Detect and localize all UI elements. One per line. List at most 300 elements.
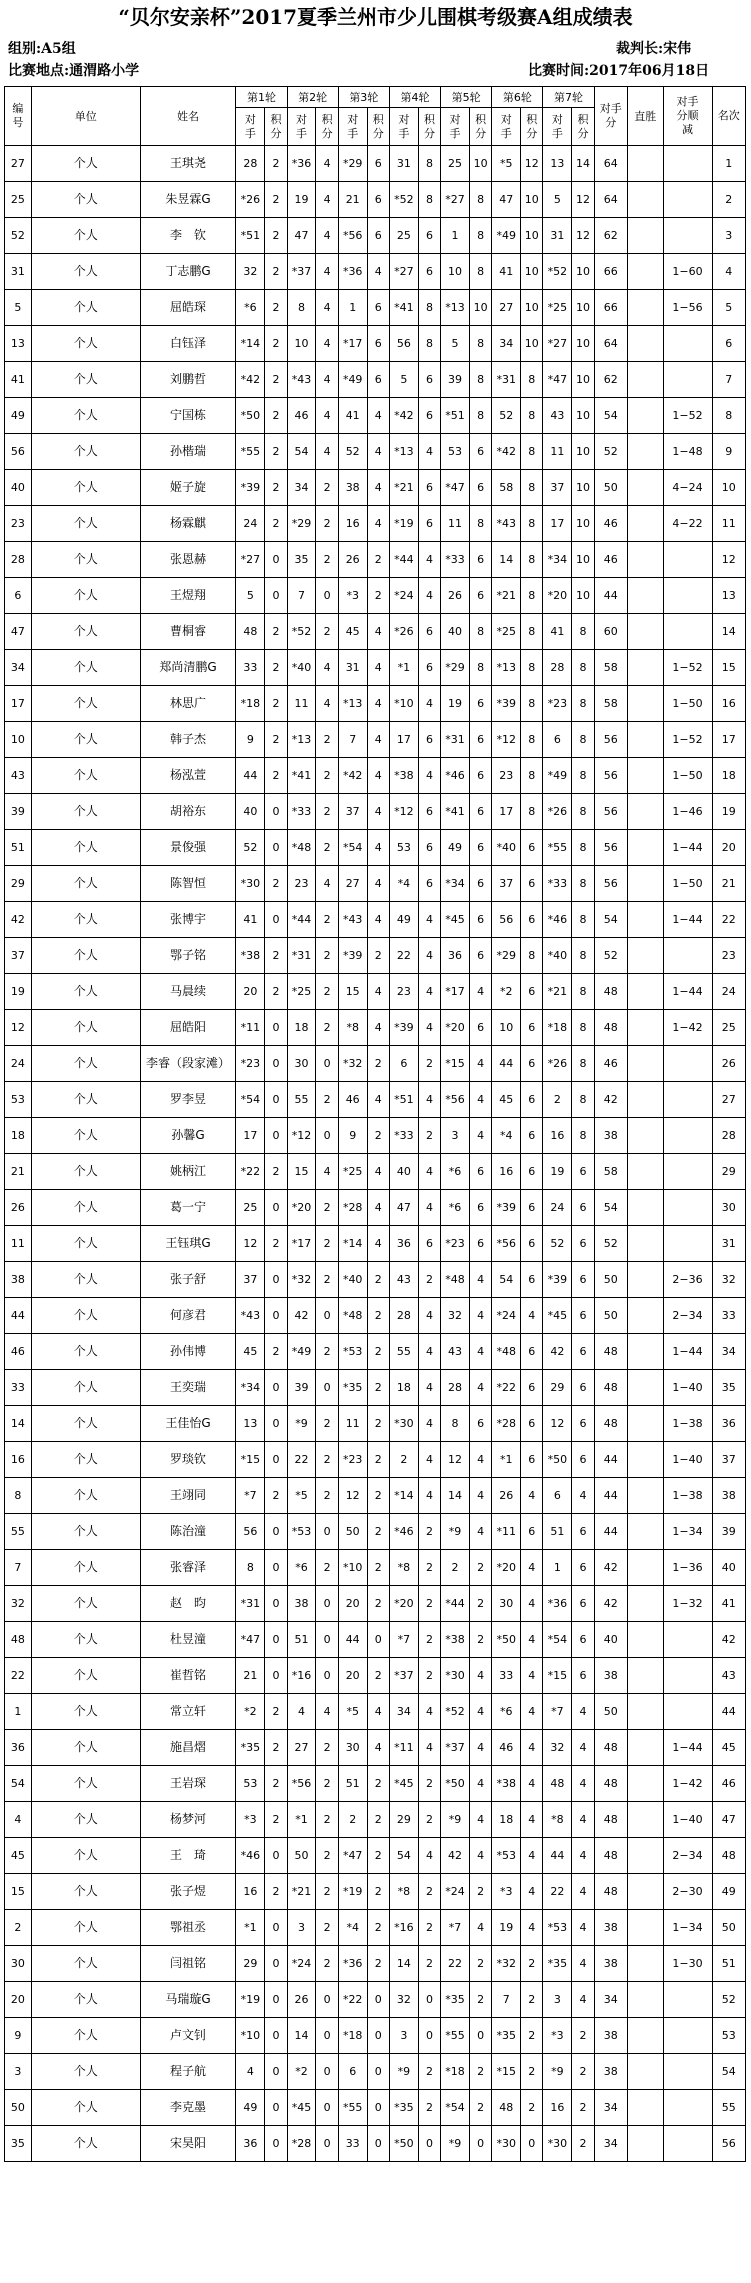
- player-name: 崔哲铭: [140, 1658, 236, 1694]
- round-opponent: *20: [543, 578, 572, 614]
- round-opponent: 14: [389, 1946, 418, 1982]
- round-points: 0: [418, 2126, 440, 2162]
- round-points: 6: [470, 758, 492, 794]
- direct-win: [627, 1946, 663, 1982]
- direct-win: [627, 1478, 663, 1514]
- opponent-score: 38: [594, 2018, 627, 2054]
- opponent-score: 48: [594, 1802, 627, 1838]
- table-row: [5, 1694, 746, 1730]
- opponent-score: 64: [594, 326, 627, 362]
- player-number: 18: [5, 1118, 32, 1154]
- round-opponent: *51: [441, 398, 470, 434]
- player-unit: 个人: [31, 1082, 140, 1118]
- round-points: 6: [521, 1406, 543, 1442]
- opponent-score: 48: [594, 1010, 627, 1046]
- round-opponent: 24: [236, 506, 265, 542]
- round-opponent: 31: [389, 146, 418, 182]
- round-points: 2: [265, 974, 287, 1010]
- round-opponent: 10: [492, 1010, 521, 1046]
- round-opponent: 25: [441, 146, 470, 182]
- round-opponent: *48: [492, 1334, 521, 1370]
- round-points: 2: [367, 1478, 389, 1514]
- round-points: 2: [418, 1586, 440, 1622]
- player-number: 44: [5, 1298, 32, 1334]
- round-points: 0: [316, 1622, 338, 1658]
- round-opponent: 48: [492, 2090, 521, 2126]
- player-number: 35: [5, 2126, 32, 2162]
- round-opponent: *31: [236, 1586, 265, 1622]
- round-points: 4: [521, 1766, 543, 1802]
- round-opponent: *12: [287, 1118, 316, 1154]
- round-opponent: 3: [287, 1910, 316, 1946]
- direct-win: [627, 1982, 663, 2018]
- round-opponent: 49: [441, 830, 470, 866]
- round-opponent: 38: [287, 1586, 316, 1622]
- round-opponent: *47: [236, 1622, 265, 1658]
- round-points: 0: [316, 578, 338, 614]
- rank: 16: [712, 686, 745, 722]
- opponent-score-desc: 1−60: [663, 254, 712, 290]
- round-points: 2: [265, 1730, 287, 1766]
- direct-win: [627, 1154, 663, 1190]
- round-opponent: *25: [287, 974, 316, 1010]
- table-row: [5, 1946, 746, 1982]
- direct-win: [627, 578, 663, 614]
- opponent-score-desc: [663, 1226, 712, 1262]
- opponent-score-desc: [663, 2090, 712, 2126]
- rank: 30: [712, 1190, 745, 1226]
- table-row: [5, 2090, 746, 2126]
- round-points: 6: [521, 1190, 543, 1226]
- round-points: 2: [367, 1406, 389, 1442]
- round-opponent: *40: [492, 830, 521, 866]
- player-unit: 个人: [31, 1478, 140, 1514]
- round-points: 6: [418, 1226, 440, 1262]
- round-points: 0: [265, 1550, 287, 1586]
- table-row: [5, 938, 746, 974]
- round-opponent: *44: [287, 902, 316, 938]
- player-number: 40: [5, 470, 32, 506]
- round-points: 0: [316, 1370, 338, 1406]
- round-points: 4: [418, 974, 440, 1010]
- player-unit: 个人: [31, 1370, 140, 1406]
- round-opponent: 34: [287, 470, 316, 506]
- round-opponent: 8: [441, 1406, 470, 1442]
- round-opponent: *28: [492, 1406, 521, 1442]
- round-points: 2: [265, 326, 287, 362]
- player-name: 李 钦: [140, 218, 236, 254]
- player-number: 13: [5, 326, 32, 362]
- round-points: 2: [367, 1586, 389, 1622]
- opponent-score: 38: [594, 2054, 627, 2090]
- round-points: 6: [521, 1370, 543, 1406]
- direct-win: [627, 794, 663, 830]
- round-points: 6: [572, 1334, 594, 1370]
- opponent-score-desc: [663, 1658, 712, 1694]
- round-points: 2: [316, 1874, 338, 1910]
- round-points: 2: [367, 1910, 389, 1946]
- player-unit: 个人: [31, 2090, 140, 2126]
- round-opponent: *15: [236, 1442, 265, 1478]
- round-opponent: *21: [287, 1874, 316, 1910]
- round-points: 0: [316, 2018, 338, 2054]
- round-opponent: *42: [389, 398, 418, 434]
- round-points: 2: [316, 1406, 338, 1442]
- round-opponent: 31: [543, 218, 572, 254]
- rank: 41: [712, 1586, 745, 1622]
- round-opponent: *36: [338, 1946, 367, 1982]
- direct-win: [627, 434, 663, 470]
- round-points: 0: [316, 1514, 338, 1550]
- round-opponent: *13: [441, 290, 470, 326]
- player-name: 刘鹏哲: [140, 362, 236, 398]
- round-opponent: *25: [543, 290, 572, 326]
- round-points: 6: [572, 1586, 594, 1622]
- round-points: 0: [367, 1622, 389, 1658]
- player-unit: 个人: [31, 938, 140, 974]
- round-opponent: *2: [236, 1694, 265, 1730]
- rank: 39: [712, 1514, 745, 1550]
- round-points: 2: [265, 182, 287, 218]
- round-opponent: *15: [492, 2054, 521, 2090]
- direct-win: [627, 1082, 663, 1118]
- player-number: 50: [5, 2090, 32, 2126]
- round-opponent: *29: [492, 938, 521, 974]
- round-opponent: *45: [441, 902, 470, 938]
- round-opponent: *27: [543, 326, 572, 362]
- round-points: 4: [316, 146, 338, 182]
- round-points: 10: [521, 326, 543, 362]
- player-name: 杨泓萱: [140, 758, 236, 794]
- player-name: 葛一宁: [140, 1190, 236, 1226]
- player-number: 32: [5, 1586, 32, 1622]
- round-opponent: 26: [492, 1478, 521, 1514]
- round-opponent: *37: [287, 254, 316, 290]
- round-points: 2: [265, 686, 287, 722]
- round-opponent: 28: [236, 146, 265, 182]
- rank: 22: [712, 902, 745, 938]
- round-opponent: 26: [338, 542, 367, 578]
- round-opponent: *6: [492, 1694, 521, 1730]
- rank: 37: [712, 1442, 745, 1478]
- round-points: 4: [470, 1766, 492, 1802]
- direct-win: [627, 470, 663, 506]
- round-opponent: 54: [389, 1838, 418, 1874]
- round-opponent: *39: [492, 686, 521, 722]
- round-points: 6: [572, 1226, 594, 1262]
- round-opponent: 49: [389, 902, 418, 938]
- round-opponent: *24: [287, 1946, 316, 1982]
- round-points: 8: [572, 1010, 594, 1046]
- opponent-score: 42: [594, 1550, 627, 1586]
- round-points: 4: [418, 1406, 440, 1442]
- player-unit: 个人: [31, 218, 140, 254]
- player-unit: 个人: [31, 1298, 140, 1334]
- round-points: 2: [367, 1514, 389, 1550]
- opponent-score-desc: 1−50: [663, 758, 712, 794]
- round-points: 4: [418, 938, 440, 974]
- opponent-score: 50: [594, 1298, 627, 1334]
- round-opponent: 9: [236, 722, 265, 758]
- round-points: 4: [418, 578, 440, 614]
- col-header-round: 第7轮: [543, 87, 594, 108]
- round-points: 8: [418, 326, 440, 362]
- round-opponent: *50: [441, 1766, 470, 1802]
- round-points: 6: [572, 1550, 594, 1586]
- round-opponent: *19: [236, 1982, 265, 2018]
- opponent-score: 34: [594, 2126, 627, 2162]
- opponent-score: 52: [594, 434, 627, 470]
- round-opponent: 5: [236, 578, 265, 614]
- player-name: 白钰泽: [140, 326, 236, 362]
- round-points: 2: [572, 2054, 594, 2090]
- round-opponent: 11: [338, 1406, 367, 1442]
- round-opponent: *4: [492, 1118, 521, 1154]
- round-opponent: 10: [287, 326, 316, 362]
- round-opponent: 39: [441, 362, 470, 398]
- round-opponent: *6: [236, 290, 265, 326]
- round-opponent: *29: [287, 506, 316, 542]
- round-opponent: *35: [389, 2090, 418, 2126]
- round-opponent: *38: [492, 1766, 521, 1802]
- round-opponent: 19: [492, 1910, 521, 1946]
- round-opponent: 40: [236, 794, 265, 830]
- direct-win: [627, 686, 663, 722]
- round-points: 2: [316, 1910, 338, 1946]
- round-opponent: *35: [236, 1730, 265, 1766]
- col-header-opp: 对手: [441, 108, 470, 146]
- player-number: 12: [5, 1010, 32, 1046]
- table-row: [5, 686, 746, 722]
- round-opponent: 36: [389, 1226, 418, 1262]
- opponent-score-desc: 1−46: [663, 794, 712, 830]
- round-points: 2: [470, 1586, 492, 1622]
- round-points: 2: [316, 1010, 338, 1046]
- round-opponent: *30: [492, 2126, 521, 2162]
- round-opponent: *33: [389, 1118, 418, 1154]
- round-points: 2: [316, 506, 338, 542]
- table-row: [5, 1586, 746, 1622]
- round-opponent: 56: [492, 902, 521, 938]
- opponent-score: 48: [594, 974, 627, 1010]
- round-opponent: 20: [338, 1586, 367, 1622]
- rank: 34: [712, 1334, 745, 1370]
- player-unit: 个人: [31, 866, 140, 902]
- rank: 7: [712, 362, 745, 398]
- player-name: 胡裕东: [140, 794, 236, 830]
- round-points: 6: [521, 1262, 543, 1298]
- player-unit: 个人: [31, 146, 140, 182]
- round-points: 2: [418, 1874, 440, 1910]
- round-opponent: 2: [441, 1550, 470, 1586]
- round-points: 2: [265, 1154, 287, 1190]
- date-label: 比赛时间:2017年06月18日: [528, 63, 710, 79]
- player-number: 14: [5, 1406, 32, 1442]
- round-opponent: *9: [543, 2054, 572, 2090]
- opponent-score-desc: 1−34: [663, 1514, 712, 1550]
- round-opponent: 43: [389, 1262, 418, 1298]
- player-number: 27: [5, 146, 32, 182]
- round-opponent: *3: [543, 2018, 572, 2054]
- player-number: 19: [5, 974, 32, 1010]
- opponent-score-desc: [663, 1622, 712, 1658]
- round-points: 2: [265, 614, 287, 650]
- page-title: “贝尔安亲杯”2017夏季兰州市少儿围棋考级赛A组成绩表: [118, 5, 633, 29]
- round-opponent: *49: [287, 1334, 316, 1370]
- round-points: 6: [470, 1154, 492, 1190]
- player-number: 17: [5, 686, 32, 722]
- round-opponent: *7: [236, 1478, 265, 1514]
- round-points: 0: [265, 1442, 287, 1478]
- round-opponent: *50: [389, 2126, 418, 2162]
- table-row: [5, 1334, 746, 1370]
- round-opponent: 37: [338, 794, 367, 830]
- round-points: 2: [418, 1622, 440, 1658]
- round-opponent: 2: [543, 1082, 572, 1118]
- round-points: 8: [521, 794, 543, 830]
- round-opponent: 16: [543, 1118, 572, 1154]
- opponent-score: 56: [594, 794, 627, 830]
- player-name: 卢文钊: [140, 2018, 236, 2054]
- round-opponent: 7: [287, 578, 316, 614]
- round-points: 8: [521, 506, 543, 542]
- round-points: 2: [367, 1370, 389, 1406]
- player-name: 鄂祖丞: [140, 1910, 236, 1946]
- round-points: 8: [470, 254, 492, 290]
- round-opponent: *43: [338, 902, 367, 938]
- player-name: 孙伟博: [140, 1334, 236, 1370]
- round-opponent: *47: [543, 362, 572, 398]
- round-opponent: 47: [492, 182, 521, 218]
- round-opponent: *2: [287, 2054, 316, 2090]
- col-header-round: 第4轮: [389, 87, 440, 108]
- round-opponent: *46: [543, 902, 572, 938]
- table-row: [5, 146, 746, 182]
- rank: 8: [712, 398, 745, 434]
- table-row: [5, 1874, 746, 1910]
- player-unit: 个人: [31, 686, 140, 722]
- round-opponent: *20: [492, 1550, 521, 1586]
- direct-win: [627, 542, 663, 578]
- rank: 53: [712, 2018, 745, 2054]
- direct-win: [627, 1442, 663, 1478]
- table-row: [5, 1802, 746, 1838]
- rank: 6: [712, 326, 745, 362]
- round-points: 2: [367, 1262, 389, 1298]
- round-points: 6: [521, 1082, 543, 1118]
- round-points: 8: [572, 794, 594, 830]
- round-opponent: *37: [441, 1730, 470, 1766]
- round-opponent: *1: [236, 1910, 265, 1946]
- round-points: 2: [418, 1118, 440, 1154]
- rank: 9: [712, 434, 745, 470]
- opponent-score: 58: [594, 1154, 627, 1190]
- round-points: 8: [521, 578, 543, 614]
- round-points: 6: [418, 506, 440, 542]
- round-points: 2: [265, 722, 287, 758]
- player-unit: 个人: [31, 506, 140, 542]
- table-row: [5, 1226, 746, 1262]
- opponent-score: 38: [594, 1658, 627, 1694]
- direct-win: [627, 1118, 663, 1154]
- player-name: 罗李昱: [140, 1082, 236, 1118]
- opponent-score-desc: 1−50: [663, 866, 712, 902]
- round-points: 6: [521, 1442, 543, 1478]
- player-unit: 个人: [31, 2018, 140, 2054]
- round-points: 6: [367, 182, 389, 218]
- round-points: 8: [418, 182, 440, 218]
- round-opponent: *7: [441, 1910, 470, 1946]
- round-points: 2: [367, 1874, 389, 1910]
- round-points: 6: [572, 1406, 594, 1442]
- col-header-opp: 对手: [389, 108, 418, 146]
- round-opponent: 12: [338, 1478, 367, 1514]
- round-points: 6: [521, 830, 543, 866]
- table-row: [5, 182, 746, 218]
- round-opponent: 38: [338, 470, 367, 506]
- round-opponent: 6: [543, 1478, 572, 1514]
- round-points: 8: [521, 434, 543, 470]
- round-opponent: 13: [543, 146, 572, 182]
- opponent-score: 54: [594, 1190, 627, 1226]
- round-points: 4: [470, 1334, 492, 1370]
- player-unit: 个人: [31, 1118, 140, 1154]
- round-opponent: *22: [236, 1154, 265, 1190]
- round-opponent: 12: [441, 1442, 470, 1478]
- round-opponent: 22: [287, 1442, 316, 1478]
- round-points: 2: [367, 1658, 389, 1694]
- opponent-score-desc: [663, 938, 712, 974]
- table-row: [5, 1910, 746, 1946]
- round-points: 4: [316, 326, 338, 362]
- round-opponent: *13: [287, 722, 316, 758]
- player-name: 韩子杰: [140, 722, 236, 758]
- player-unit: 个人: [31, 1730, 140, 1766]
- round-points: 2: [367, 542, 389, 578]
- opponent-score: 50: [594, 470, 627, 506]
- player-name: 陈治潼: [140, 1514, 236, 1550]
- round-points: 6: [521, 1010, 543, 1046]
- direct-win: [627, 218, 663, 254]
- round-points: 2: [572, 2090, 594, 2126]
- player-name: 罗琰钦: [140, 1442, 236, 1478]
- round-opponent: 41: [543, 614, 572, 650]
- round-points: 4: [316, 398, 338, 434]
- round-opponent: 4: [236, 2054, 265, 2090]
- table-row: [5, 542, 746, 578]
- round-opponent: 42: [287, 1298, 316, 1334]
- round-opponent: 16: [236, 1874, 265, 1910]
- player-number: 24: [5, 1046, 32, 1082]
- player-unit: 个人: [31, 614, 140, 650]
- round-points: 2: [418, 1802, 440, 1838]
- rank: 54: [712, 2054, 745, 2090]
- round-opponent: 46: [338, 1082, 367, 1118]
- direct-win: [627, 1838, 663, 1874]
- round-opponent: *53: [492, 1838, 521, 1874]
- round-opponent: *6: [441, 1190, 470, 1226]
- round-points: 4: [367, 254, 389, 290]
- round-points: 2: [418, 1514, 440, 1550]
- rank: 46: [712, 1766, 745, 1802]
- table-row: [5, 1622, 746, 1658]
- opponent-score: 50: [594, 1262, 627, 1298]
- rank: 44: [712, 1694, 745, 1730]
- round-opponent: *20: [389, 1586, 418, 1622]
- player-unit: 个人: [31, 1334, 140, 1370]
- round-opponent: 19: [543, 1154, 572, 1190]
- round-points: 2: [316, 722, 338, 758]
